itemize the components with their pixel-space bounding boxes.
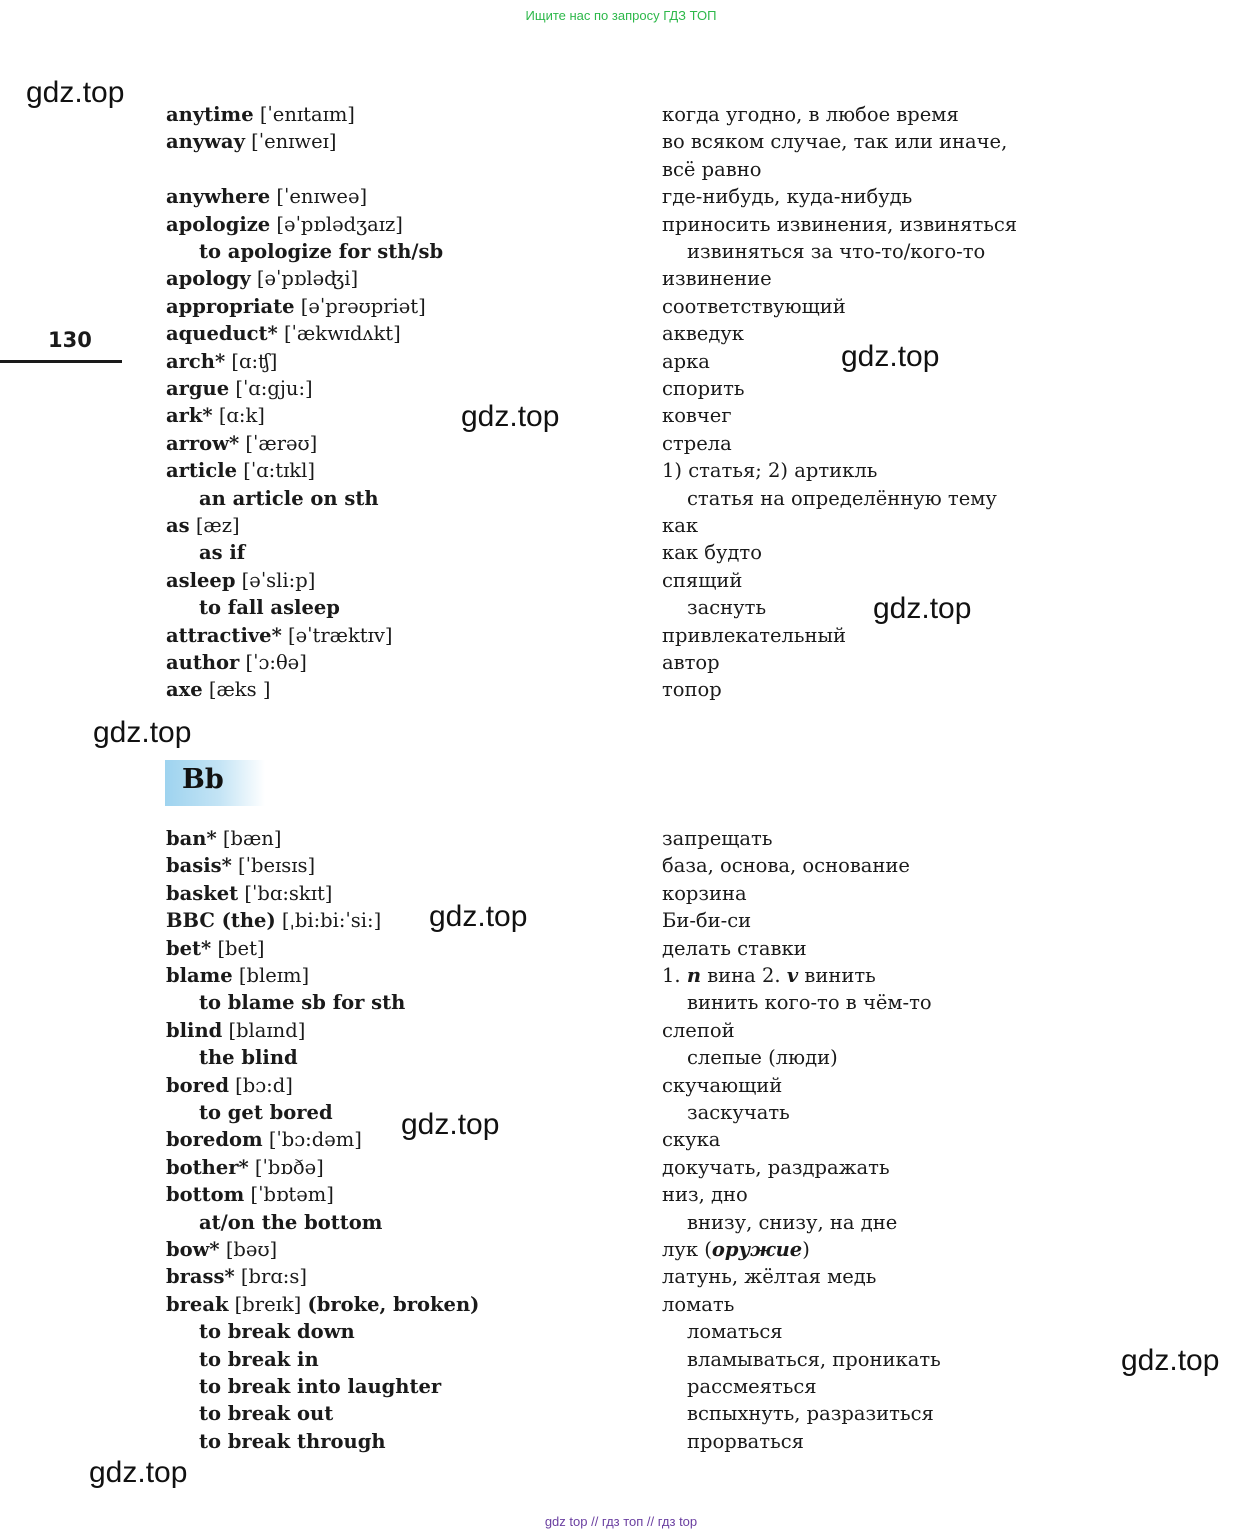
section-letter: Bb xyxy=(182,764,224,795)
translation: как xyxy=(662,514,699,537)
watermark: gdz.top xyxy=(873,592,972,625)
dictionary-row xyxy=(0,935,1242,962)
headword-cell xyxy=(166,128,337,155)
translation: когда угодно, в любое время xyxy=(662,103,959,126)
watermark: gdz.top xyxy=(93,716,192,749)
transcription: [bleɪm] xyxy=(238,964,310,987)
headword: anytime xyxy=(166,103,254,126)
phrase-translation: слепые (люди) xyxy=(687,1046,838,1070)
dictionary-row xyxy=(0,1209,1242,1236)
headword-cell xyxy=(166,649,307,676)
transcription: [əˈpɒləʤi] xyxy=(256,267,359,291)
dictionary-row xyxy=(0,989,1242,1016)
translation-part: 1. xyxy=(662,964,687,987)
translation-part: винить xyxy=(798,964,876,987)
phrase-translation: заснуть xyxy=(687,596,767,620)
translation: акведук xyxy=(662,322,744,346)
transcription: [ˈɑ:gju:] xyxy=(235,377,313,400)
headword-cell xyxy=(166,1181,334,1208)
phrase: to fall asleep xyxy=(199,596,340,620)
headword: asleep xyxy=(166,568,236,592)
transcription: [ˈɑ:tɪkl] xyxy=(243,459,315,483)
dictionary-row xyxy=(0,880,1242,907)
phrase: the blind xyxy=(199,1046,298,1070)
translation: извинение xyxy=(662,267,772,291)
dictionary-row xyxy=(0,101,1242,128)
headword: appropriate xyxy=(166,294,295,318)
headword: author xyxy=(166,651,240,674)
phrase: to break into laughter xyxy=(199,1375,442,1398)
translation: спящий xyxy=(662,568,743,592)
dictionary-row xyxy=(0,430,1242,457)
dictionary-row xyxy=(0,1236,1242,1263)
translation: ломать xyxy=(662,1292,735,1316)
transcription: [bɔ:d] xyxy=(235,1073,293,1097)
phrase: to break out xyxy=(199,1402,334,1426)
translation-part: оружие xyxy=(711,1238,803,1261)
dictionary-row xyxy=(0,676,1242,703)
translation: латунь, жёлтая медь xyxy=(662,1265,877,1289)
phrase: to break through xyxy=(199,1429,386,1453)
transcription: [əˈprəʊpriət] xyxy=(300,294,426,318)
headword-cell xyxy=(166,622,393,649)
dictionary-row xyxy=(0,1373,1242,1400)
headword: basket xyxy=(166,881,239,905)
headword-cell xyxy=(166,348,277,375)
transcription: [ˈbɑ:skɪt] xyxy=(244,881,333,905)
transcription: [ˈærəʊ] xyxy=(245,431,318,455)
headword-cell xyxy=(166,880,332,907)
transcription: [ˈbɔ:dəm] xyxy=(268,1128,362,1152)
watermark: gdz.top xyxy=(461,400,560,433)
watermark: gdz.top xyxy=(1121,1344,1220,1377)
dictionary-row xyxy=(0,1044,1242,1071)
dictionary-row xyxy=(0,539,1242,566)
dictionary-row xyxy=(0,265,1242,292)
transcription: [ˈɔ:θə] xyxy=(245,651,307,674)
translation xyxy=(662,1236,810,1263)
dictionary-row xyxy=(0,825,1242,852)
translation: скучающий xyxy=(662,1073,783,1097)
translation-part: v xyxy=(786,964,799,987)
translation: докучать, раздражать xyxy=(662,1155,890,1179)
headword: axe xyxy=(166,678,203,702)
headword-cell xyxy=(166,1291,479,1318)
phrase-translation: статья на определённую тему xyxy=(687,486,997,510)
headword-cell xyxy=(166,907,381,934)
headword: ban* xyxy=(166,827,217,850)
transcription: [ɑ:ʧ] xyxy=(231,349,278,373)
transcription: [ˈbeɪsɪs] xyxy=(238,854,316,878)
translation: во всяком случае, так или иначе, xyxy=(662,130,1008,154)
watermark: gdz.top xyxy=(429,900,528,933)
phrase: to blame sb for sth xyxy=(199,991,406,1015)
transcription: [əˈpɒlədʒaɪz] xyxy=(276,212,403,236)
headword-cell xyxy=(166,676,270,703)
phrase: as if xyxy=(199,541,246,565)
phrase-translation: заскучать xyxy=(687,1101,790,1124)
translation: база, основа, основание xyxy=(662,854,910,878)
translation-part: лук ( xyxy=(662,1238,712,1261)
section-letter-box xyxy=(165,760,265,806)
headword: arch* xyxy=(166,349,226,373)
headword-cell xyxy=(166,375,313,402)
phrase-translation: прорваться xyxy=(687,1429,804,1453)
dictionary-row xyxy=(0,852,1242,879)
translation: всё равно xyxy=(662,157,762,181)
transcription: [bəʊ] xyxy=(225,1238,278,1261)
dictionary-row xyxy=(0,567,1242,594)
headword-cell xyxy=(166,430,317,457)
phrase: an article on sth xyxy=(199,486,379,510)
dictionary-row xyxy=(0,1072,1242,1099)
dictionary-row xyxy=(0,485,1242,512)
headword: blame xyxy=(166,964,233,987)
dictionary-row xyxy=(0,375,1242,402)
headword-cell xyxy=(166,1263,307,1290)
headword-cell xyxy=(166,101,355,128)
translation: ковчег xyxy=(662,404,732,428)
translation: автор xyxy=(662,651,720,674)
translation: скука xyxy=(662,1128,721,1152)
translation: запрещать xyxy=(662,827,773,850)
headword-cell xyxy=(166,1072,293,1099)
phrase: to break in xyxy=(199,1347,319,1371)
headword-cell xyxy=(166,825,281,852)
dictionary-row xyxy=(0,1017,1242,1044)
phrase-translation: внизу, снизу, на дне xyxy=(687,1210,898,1234)
dictionary-row xyxy=(0,128,1242,155)
translation-part: n xyxy=(686,964,701,987)
footer-links: gdz top // гдз топ // гдз top xyxy=(544,1514,698,1529)
dictionary-row xyxy=(0,1428,1242,1455)
headword-cell xyxy=(166,1017,305,1044)
dictionary-row xyxy=(0,907,1242,934)
headword: BBC (the) xyxy=(166,909,276,933)
headword: break xyxy=(166,1292,229,1316)
watermark: gdz.top xyxy=(841,340,940,373)
headword-cell xyxy=(166,852,315,879)
translation: соответствующий xyxy=(662,294,846,318)
headword: aqueduct* xyxy=(166,322,278,346)
transcription: [ˈenɪweɪ] xyxy=(251,130,337,154)
transcription: [æks ] xyxy=(208,678,271,702)
headword: apologize xyxy=(166,212,271,236)
dictionary-row xyxy=(0,512,1242,539)
phrase-translation: ломаться xyxy=(687,1320,783,1344)
transcription: [ɑ:k] xyxy=(218,404,265,428)
translation xyxy=(662,962,876,989)
headword-cell xyxy=(166,1154,324,1181)
dictionary-row xyxy=(0,1181,1242,1208)
headword: anywhere xyxy=(166,185,271,209)
dictionary-row xyxy=(0,649,1242,676)
transcription: [brɑ:s] xyxy=(240,1265,307,1289)
headword: as xyxy=(166,514,190,537)
translation: Би-би-си xyxy=(662,909,752,933)
translation: топор xyxy=(662,678,722,702)
translation: привлекательный xyxy=(662,623,847,647)
headword-cell xyxy=(166,320,401,347)
dictionary-row xyxy=(0,320,1242,347)
phrase: to break down xyxy=(199,1320,355,1344)
phrase-translation: винить кого-то в чём-то xyxy=(687,991,932,1015)
dictionary-row xyxy=(0,1291,1242,1318)
headword: bet* xyxy=(166,936,212,960)
phrase: to apologize for sth/sb xyxy=(199,240,444,263)
headword-cell xyxy=(166,935,265,962)
dictionary-row xyxy=(0,402,1242,429)
watermark: gdz.top xyxy=(401,1108,500,1141)
dictionary-row xyxy=(0,183,1242,210)
headword-cell xyxy=(166,293,426,320)
translation: спорить xyxy=(662,377,745,400)
headword: bother* xyxy=(166,1155,249,1179)
transcription: [bæn] xyxy=(222,827,282,850)
headword: bottom xyxy=(166,1183,245,1207)
dictionary-row xyxy=(0,156,1242,183)
headword-cell xyxy=(166,211,403,238)
headword: article xyxy=(166,459,238,483)
translation: корзина xyxy=(662,881,747,905)
headword-cell xyxy=(166,512,240,539)
transcription: [æz] xyxy=(195,514,240,537)
phrase: at/on the bottom xyxy=(199,1210,383,1234)
translation-part: вина 2. xyxy=(701,964,787,987)
transcription: [bet] xyxy=(217,936,265,960)
headword: boredom xyxy=(166,1128,263,1152)
dictionary-row xyxy=(0,962,1242,989)
dictionary-row xyxy=(0,457,1242,484)
headword-cell xyxy=(166,962,309,989)
transcription: [əˈsli:p] xyxy=(241,568,316,592)
transcription: [əˈtræktɪv] xyxy=(287,623,393,647)
transcription: [ˌbi:bi:ˈsi:] xyxy=(281,909,382,933)
transcription: [ˈenɪtaɪm] xyxy=(259,103,355,126)
headword: apology xyxy=(166,267,251,291)
watermark: gdz.top xyxy=(26,76,125,109)
headword: blind xyxy=(166,1018,223,1042)
watermark: gdz.top xyxy=(89,1456,188,1489)
headword-cell xyxy=(166,1236,277,1263)
dictionary-row xyxy=(0,1126,1242,1153)
transcription: [ˈbɒtəm] xyxy=(250,1183,334,1207)
verb-forms: (broke, broken) xyxy=(307,1292,480,1316)
headword-cell xyxy=(166,1126,362,1153)
transcription: [blaɪnd] xyxy=(228,1018,306,1042)
dictionary-row xyxy=(0,1154,1242,1181)
headword: basis* xyxy=(166,854,232,878)
translation: как будто xyxy=(662,541,762,565)
headword-cell xyxy=(166,265,358,292)
phrase: to get bored xyxy=(199,1101,333,1124)
translation: низ, дно xyxy=(662,1183,748,1207)
transcription: [breɪk] xyxy=(234,1292,302,1316)
dictionary-row xyxy=(0,1318,1242,1345)
translation: слепой xyxy=(662,1018,735,1042)
dictionary-row xyxy=(0,1263,1242,1290)
headword-cell xyxy=(166,567,315,594)
headword: arrow* xyxy=(166,431,240,455)
transcription: [ˈenɪweə] xyxy=(276,185,368,209)
transcription: [ˈbɒðə] xyxy=(254,1155,324,1179)
translation-part: ) xyxy=(802,1238,810,1261)
page-number: 130 xyxy=(48,328,92,352)
headword: anyway xyxy=(166,130,245,154)
translation: 1) статья; 2) артикль xyxy=(662,459,878,483)
headword: ark* xyxy=(166,404,213,428)
dictionary-row xyxy=(0,238,1242,265)
headword: bored xyxy=(166,1073,229,1097)
translation: приносить извинения, извиняться xyxy=(662,212,1018,236)
top-banner: Ищите нас по запросу ГДЗ ТОП xyxy=(525,8,717,23)
phrase-translation: рассмеяться xyxy=(687,1375,817,1398)
dictionary-row xyxy=(0,1099,1242,1126)
dictionary-row xyxy=(0,594,1242,621)
dictionary-row xyxy=(0,293,1242,320)
headword-cell xyxy=(166,183,367,210)
dictionary-row xyxy=(0,211,1242,238)
translation: делать ставки xyxy=(662,936,807,960)
phrase-translation: вламываться, проникать xyxy=(687,1347,941,1371)
translation: стрела xyxy=(662,431,732,455)
dictionary-row xyxy=(0,622,1242,649)
headword: bow* xyxy=(166,1238,220,1261)
dictionary-row xyxy=(0,1400,1242,1427)
headword-cell xyxy=(166,457,315,484)
headword: argue xyxy=(166,377,230,400)
dictionary-row xyxy=(0,1346,1242,1373)
phrase-translation: извиняться за что-то/кого-то xyxy=(687,240,986,263)
phrase-translation: вспыхнуть, разразиться xyxy=(687,1402,934,1426)
headword: brass* xyxy=(166,1265,235,1289)
headword: attractive* xyxy=(166,623,282,647)
transcription: [ˈækwɪdʌkt] xyxy=(283,322,401,346)
dictionary-row xyxy=(0,348,1242,375)
translation: арка xyxy=(662,349,710,373)
headword-cell xyxy=(166,402,265,429)
translation: где-нибудь, куда-нибудь xyxy=(662,185,913,209)
